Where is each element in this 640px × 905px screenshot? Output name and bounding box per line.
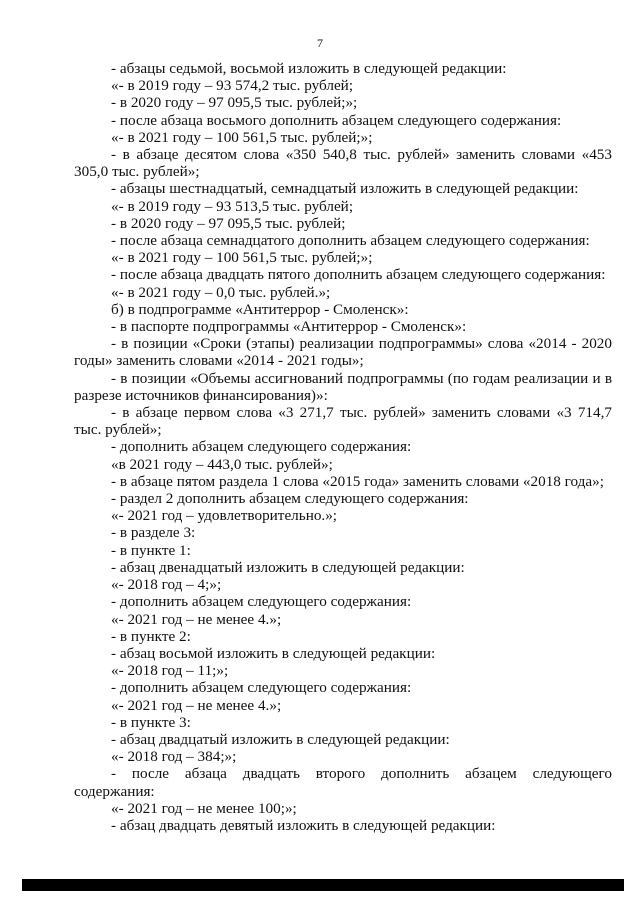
paragraph: - раздел 2 дополнить абзацем следующего содержания:	[111, 490, 469, 508]
paragraph: - в 2020 году – 97 095,5 тыс. рублей;	[111, 214, 346, 232]
paragraph: - в пункте 1:	[111, 541, 191, 559]
paragraph: - в абзаце десятом слова «350 540,8 тыс. рублей» заменить словами «453 305,0 тыс. рублей»;	[74, 146, 612, 181]
paragraph: - абзацы седьмой, восьмой изложить в следующей редакции:	[111, 60, 507, 77]
paragraph: - в позиции «Объемы ассигнований подпрограммы (по годам реализации и в разрезе источников финансирования)»:	[74, 369, 612, 404]
paragraph: - в позиции «Сроки (этапы) реализации подпрограммы» слова «2014 - 2020 годы» заменить словами «2014 - 2021 годы»;	[74, 335, 612, 370]
bottom-rule	[22, 879, 624, 891]
paragraph: б) в подпрограмме «Антитеррор - Смоленск»:	[111, 300, 409, 318]
paragraph: - после абзаца восьмого дополнить абзацем следующего содержания:	[111, 111, 562, 129]
paragraph: «- 2018 год – 11;»;	[111, 662, 229, 680]
paragraph: - в абзаце пятом раздела 1 слова «2015 года» заменить словами «2018 года»;	[111, 472, 604, 490]
paragraph: - дополнить абзацем следующего содержания:	[111, 679, 412, 697]
paragraph: «- 2021 год – не менее 100;»;	[111, 799, 297, 817]
paragraph: - абзац двадцать девятый изложить в следующей редакции:	[111, 816, 496, 834]
paragraph: - в разделе 3:	[111, 524, 196, 542]
paragraph: «- 2018 год – 4;»;	[111, 576, 222, 594]
document-body	[74, 60, 612, 834]
paragraph: - после абзаца семнадцатого дополнить абзацем следующего содержания:	[111, 232, 590, 250]
paragraph: - после абзаца двадцать пятого дополнить абзацем следующего содержания:	[111, 266, 606, 284]
paragraph: «- в 2021 году – 100 561,5 тыс. рублей;»;	[111, 128, 373, 146]
paragraph: - в паспорте подпрограммы «Антитеррор - Смоленск»:	[111, 318, 467, 336]
paragraph: - в 2020 году – 97 095,5 тыс. рублей;»;	[111, 94, 358, 112]
paragraph: «- 2021 год – удовлетворительно.»;	[111, 507, 338, 525]
paragraph: - после абзаца двадцать второго дополнить абзацем следующего содержания:	[74, 765, 612, 800]
page-number: 7	[317, 36, 323, 50]
paragraph: - абзац восьмой изложить в следующей редакции:	[111, 644, 436, 662]
paragraph: - абзац двенадцатый изложить в следующей редакции:	[111, 558, 465, 576]
paragraph: «в 2021 году – 443,0 тыс. рублей»;	[111, 455, 333, 473]
paragraph: - дополнить абзацем следующего содержания:	[111, 438, 412, 456]
paragraph: «- 2021 год – не менее 4.»;	[111, 696, 282, 714]
paragraph: «- 2021 год – не менее 4.»;	[111, 610, 282, 628]
paragraph: «- в 2021 году – 100 561,5 тыс. рублей;»;	[111, 249, 373, 267]
paragraph: - дополнить абзацем следующего содержания:	[111, 593, 412, 611]
paragraph: «- в 2021 году – 0,0 тыс. рублей.»;	[111, 283, 331, 301]
paragraph: «- в 2019 году – 93 574,2 тыс. рублей;	[111, 77, 354, 95]
paragraph: - в пункте 3:	[111, 713, 191, 731]
paragraph: - абзацы шестнадцатый, семнадцатый изложить в следующей редакции:	[111, 180, 579, 198]
paragraph: «- 2018 год – 384;»;	[111, 748, 237, 766]
paragraph: «- в 2019 году – 93 513,5 тыс. рублей;	[111, 197, 354, 215]
paragraph: - абзац двадцатый изложить в следующей редакции:	[111, 730, 450, 748]
paragraph: - в абзаце первом слова «3 271,7 тыс. рублей» заменить словами «3 714,7 тыс. рублей»;	[74, 404, 612, 439]
paragraph: - в пункте 2:	[111, 627, 191, 645]
